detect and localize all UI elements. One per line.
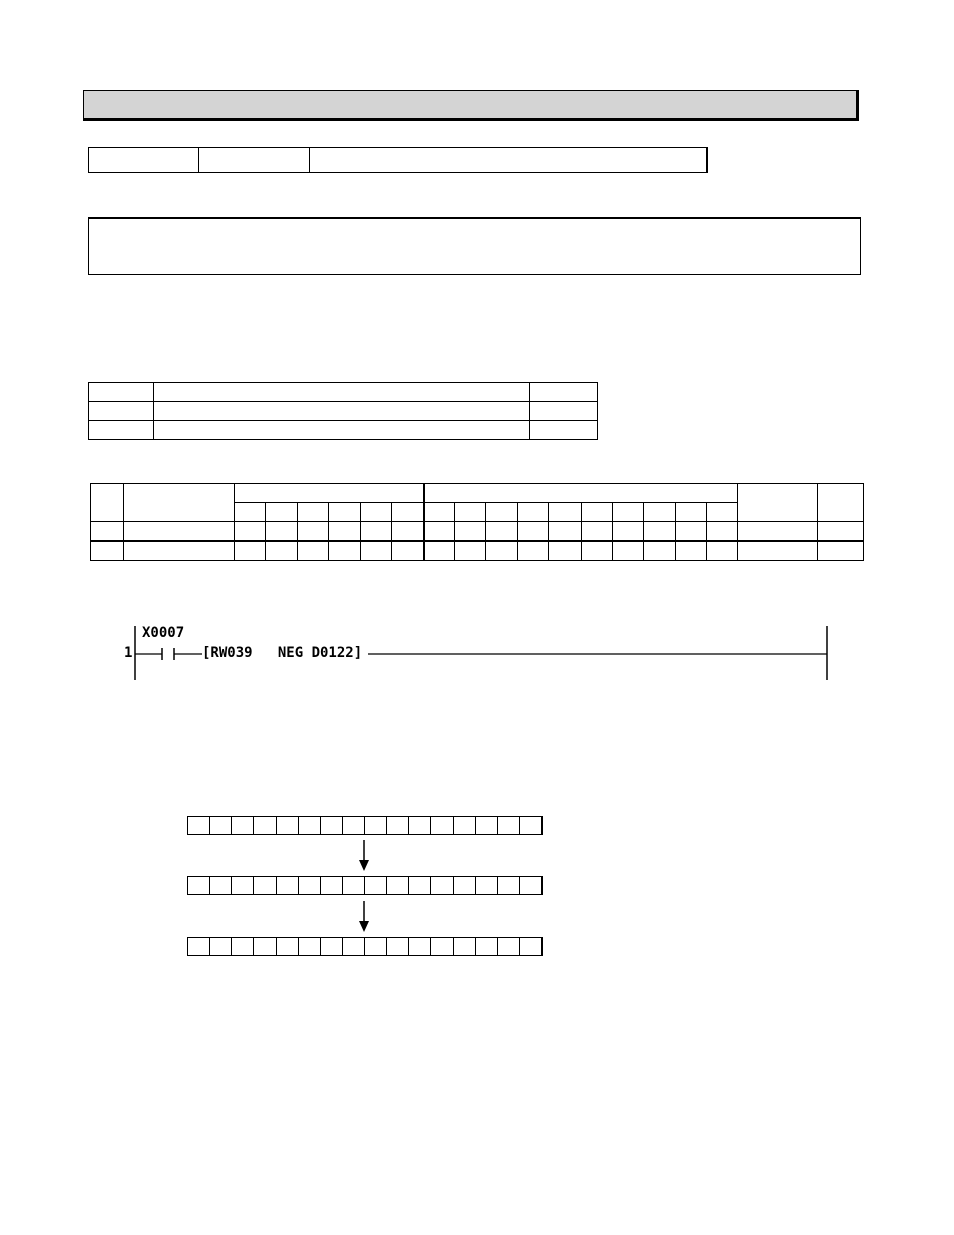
bit-row-result — [187, 937, 543, 956]
header-cell-1 — [88, 147, 199, 173]
header-cell-2 — [198, 147, 310, 173]
operand-table — [88, 382, 598, 440]
description-box — [88, 217, 861, 275]
table-row — [89, 421, 598, 440]
section-title-bar — [83, 90, 859, 121]
table-row — [89, 402, 598, 421]
spec-table — [90, 483, 864, 561]
table-row — [89, 383, 598, 402]
neg-instruction: [RW039 NEG D0122] — [202, 645, 363, 661]
rung-number: 1 — [124, 645, 133, 661]
ladder-diagram — [110, 620, 840, 686]
down-arrow-icon — [357, 840, 371, 872]
bit-row-source — [187, 816, 543, 835]
table-row — [91, 484, 864, 503]
down-arrow-icon — [357, 901, 371, 933]
bit-row-intermediate — [187, 876, 543, 895]
table-row — [91, 541, 864, 561]
table-row — [91, 522, 864, 542]
header-cell-3 — [309, 147, 708, 173]
contact-label: X0007 — [142, 625, 185, 641]
